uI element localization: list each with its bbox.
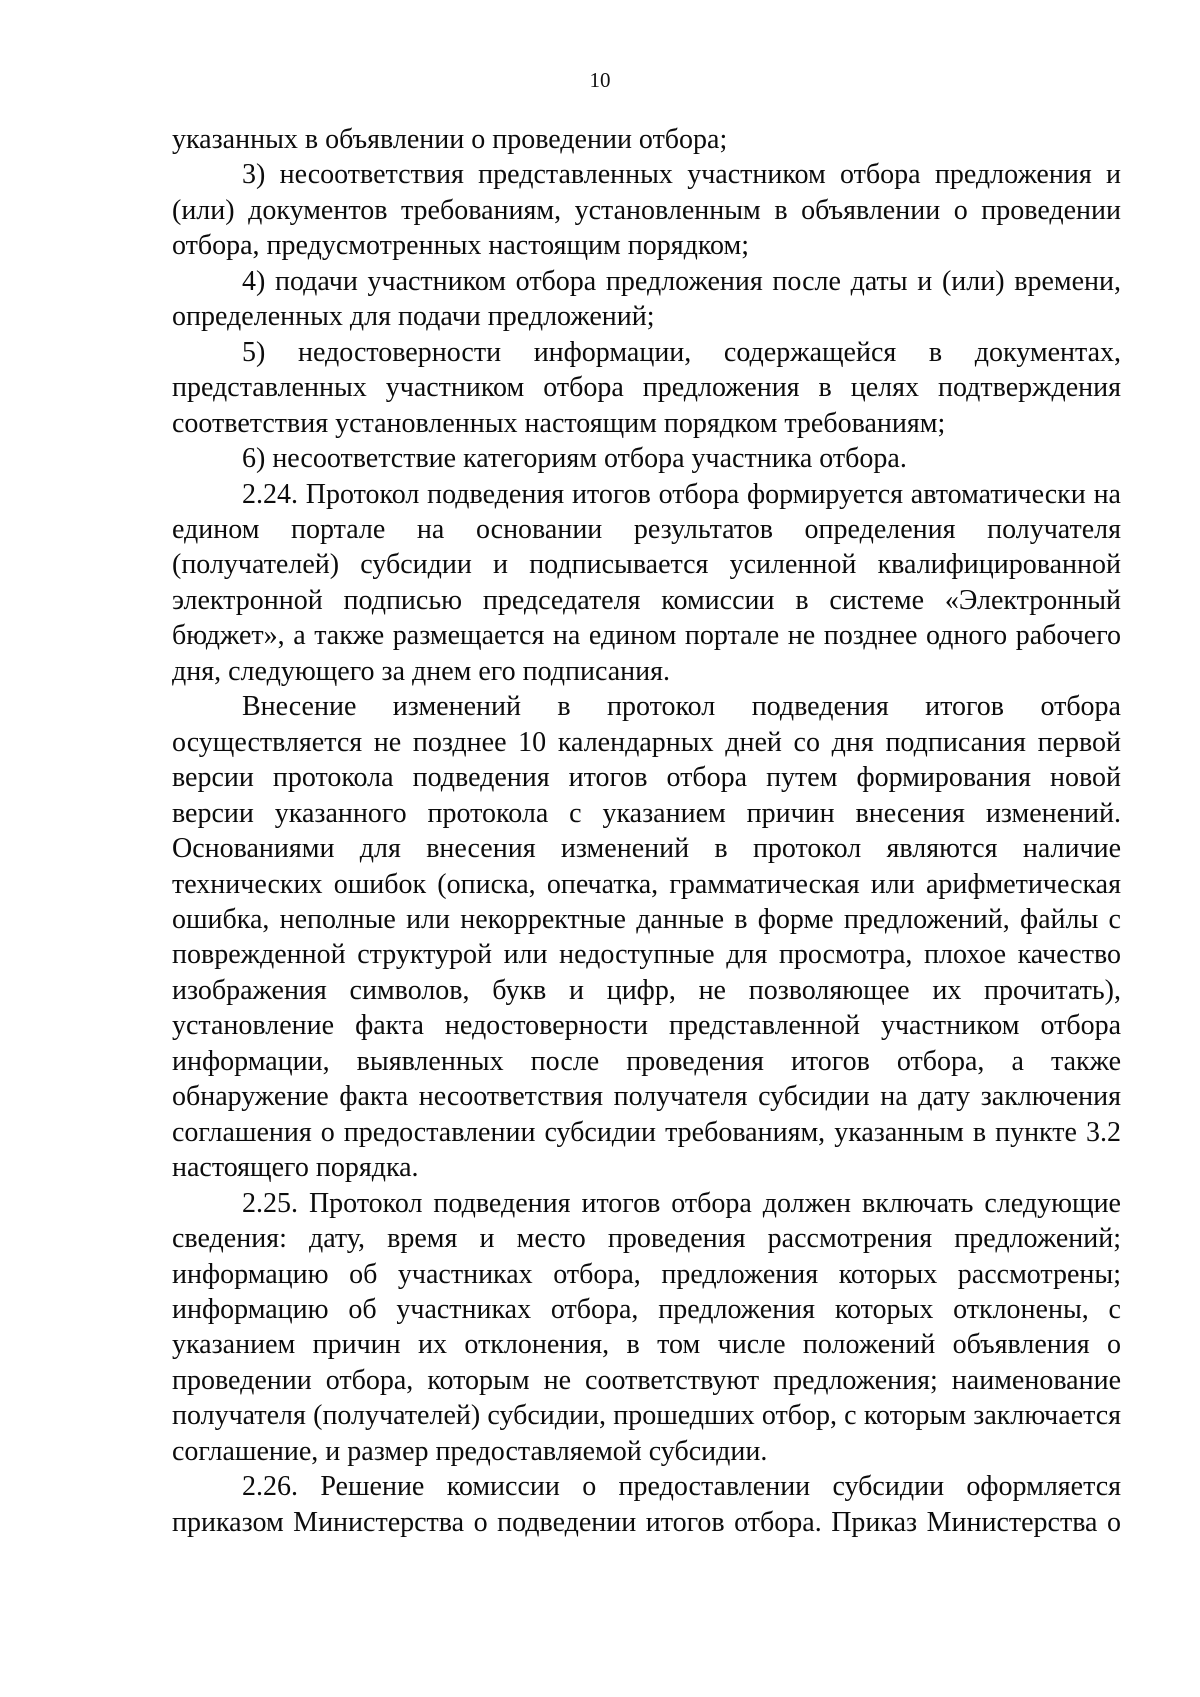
paragraph-item-4: 4) подачи участником отбора предложения после даты и (или) времени, определенных для подачи предложений;: [172, 265, 1121, 333]
paragraph-2-24-amendments: Внесение изменений в протокол подведения итогов отбора осуществляется не позднее 10 календарных дней со дня подписания первой версии протокола подведения итогов отбора путем формирования новой версии указанного протокола с указанием причин внесения изменений. Основаниями для внесения изменений в протокол являются наличие технических ошибок (описка, опечатка, грамматическая или арифметическая ошибка, неполные или некорректные данные в форме предложений, файлы с поврежденной структурой или недоступные для просмотра, плохое качество изображения символов, букв и цифр, не позволяющее их прочитать), установление факта недостоверности представленной участником отбора информации, выявленных после проведения итогов отбора, а также обнаружение факта несоответствия получателя субсидии на дату заключения соглашения о предоставлении субсидии требованиям, указанным в пункте 3.2 настоящего порядка.: [172, 691, 1121, 1184]
paragraph-2-25: 2.25. Протокол подведения итогов отбора должен включать следующие сведения: дату, время и место проведения рассмотрения предложений; информацию об участниках отбора, предложения которых рассмотрены; информацию об участниках отбора, предложения которых отклонены, с указанием причин их отклонения, в том числе положений объявления о проведении отбора, которым не соответствуют предложения; наименование получателя (получателей) субсидии, прошедших отбор, с которым заключается соглашение, и размер предоставляемой субсидии.: [172, 1187, 1121, 1467]
paragraph-item-3: 3) несоответствия представленных участником отбора предложения и (или) документов требованиям, установленным в объявлении о проведении отбора, предусмотренных настоящим порядком;: [172, 159, 1121, 262]
paragraph-continuation: указанных в объявлении о проведении отбора;: [172, 124, 728, 155]
paragraph-item-5: 5) недостоверности информации, содержащейся в документах, представленных участником отбора предложения в целях подтверждения соответствия установленных настоящим порядком требованиям;: [172, 336, 1121, 439]
paragraph-2-26: 2.26. Решение комиссии о предоставлении субсидии оформляется приказом Министерства о подведении итогов отбора. Приказ Министерства о: [172, 1471, 1121, 1538]
document-body: [172, 122, 1121, 1540]
paragraph-2-24: 2.24. Протокол подведения итогов отбора формируется автоматически на едином портале на основании результатов определения получателя (получателей) субсидии и подписывается усиленной квалифицированной электронной подписью председателя комиссии в системе «Электронный бюджет», а также размещается на едином портале не позднее одного рабочего дня, следующего за днем его подписания.: [172, 478, 1121, 687]
paragraph-item-6: 6) несоответствие категориям отбора участника отбора.: [242, 443, 907, 475]
page-number: 10: [589, 68, 611, 92]
